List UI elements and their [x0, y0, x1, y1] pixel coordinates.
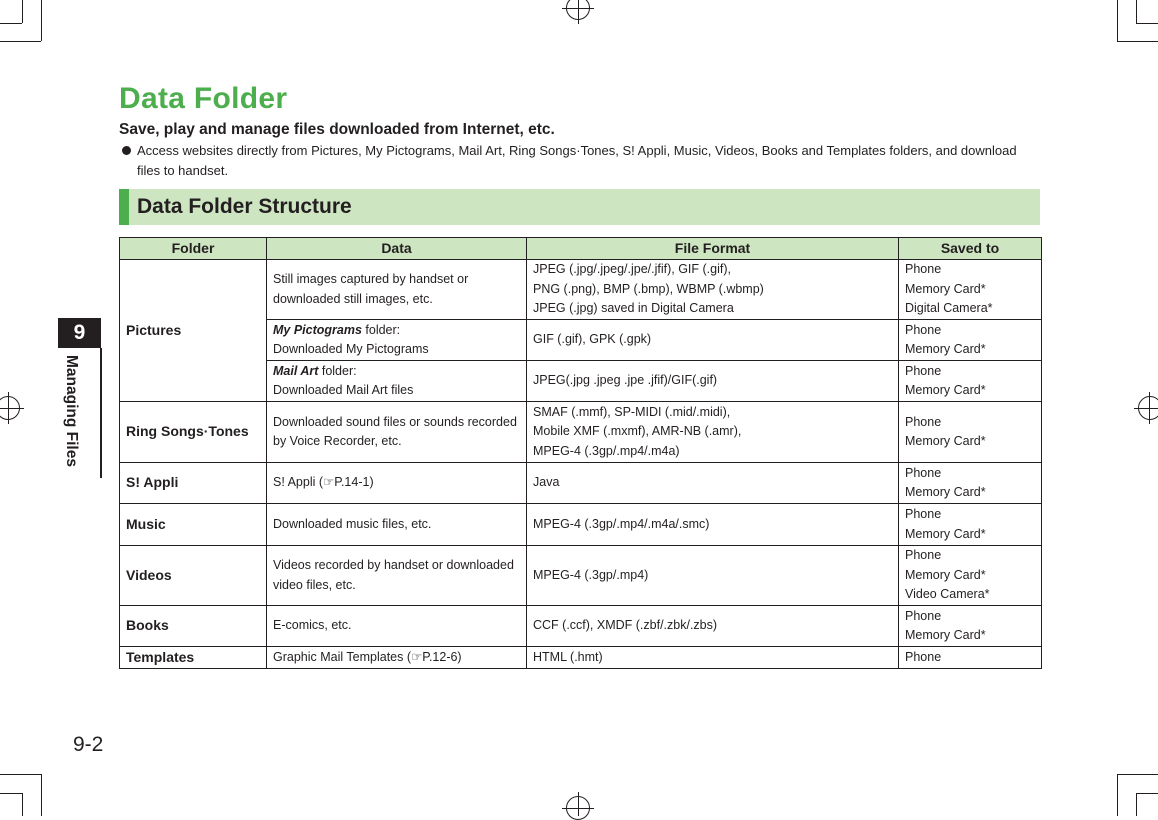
- page-number: 9-2: [73, 733, 104, 756]
- format-cell: [527, 402, 899, 463]
- saved-line: Memory Card*: [905, 342, 986, 356]
- saved-line: Memory Card*: [905, 567, 986, 582]
- table-row: [120, 504, 1042, 546]
- format-line: PNG (.png), BMP (.bmp), WBMP (.wbmp): [533, 281, 764, 296]
- page-subtitle: Save, play and manage files downloaded from Internet, etc.: [119, 121, 555, 138]
- folder-name-emphasis: Mail Art: [273, 363, 319, 378]
- folder-cell: Ring Songs·Tones: [120, 402, 267, 463]
- data-cell: Videos recorded by handset or downloaded video files, etc.: [267, 546, 527, 606]
- folder-name-emphasis: My Pictograms: [273, 322, 362, 337]
- data-text: Downloaded Mail Art files: [273, 383, 414, 397]
- column-header: File Format: [527, 238, 899, 260]
- column-header: Folder: [120, 238, 267, 260]
- format-cell: JPEG(.jpg .jpeg .jpe .jfif)/GIF(.gif): [527, 361, 899, 402]
- data-text: Downloaded My Pictograms: [273, 342, 429, 356]
- saved-line: Phone: [905, 414, 942, 429]
- section-header: [119, 189, 1040, 225]
- saved-cell: [899, 361, 1042, 402]
- format-line: Mobile XMF (.mxmf), AMR-NB (.amr),: [533, 424, 742, 439]
- saved-line: Phone: [905, 548, 942, 563]
- saved-line: Memory Card*: [905, 628, 986, 642]
- saved-line: Memory Card*: [905, 485, 986, 499]
- saved-cell: [899, 463, 1042, 504]
- table-header-row: [120, 238, 1042, 260]
- intro-text: Access websites directly from Pictures, My Pictograms, Mail Art, Ring Songs·Tones, S! Appli, Music, Videos, Books and Templates folders, and download files to handset.: [137, 143, 1017, 178]
- format-line: JPEG (.jpg) saved in Digital Camera: [533, 301, 734, 316]
- format-cell: GIF (.gif), GPK (.gpk): [527, 320, 899, 361]
- data-folder-table: [119, 237, 1042, 669]
- folder-cell: S! Appli: [120, 463, 267, 504]
- table-row: [120, 647, 1042, 669]
- saved-line: Phone: [905, 608, 942, 623]
- saved-line: Video Camera*: [905, 587, 990, 602]
- saved-cell: [899, 546, 1042, 606]
- table-row: [120, 260, 1042, 320]
- saved-line: Phone: [905, 262, 942, 277]
- format-line: JPEG (.jpg/.jpeg/.jpe/.jfif), GIF (.gif),: [533, 262, 731, 277]
- saved-cell: [899, 320, 1042, 361]
- saved-line: Phone: [905, 465, 942, 480]
- format-cell: HTML (.hmt): [527, 647, 899, 669]
- saved-cell: [899, 402, 1042, 463]
- format-line: MPEG-4 (.3gp/.mp4/.m4a): [533, 443, 680, 458]
- table-row: [120, 402, 1042, 463]
- data-cell: [267, 320, 527, 361]
- saved-cell: [899, 606, 1042, 647]
- saved-cell: [899, 260, 1042, 320]
- saved-line: Phone: [905, 322, 942, 337]
- chapter-divider: [100, 348, 102, 478]
- column-header: Saved to: [899, 238, 1042, 260]
- folder-cell: Books: [120, 606, 267, 647]
- saved-line: Phone: [905, 507, 942, 521]
- table-row: [120, 546, 1042, 606]
- format-cell: CCF (.ccf), XMDF (.zbf/.zbk/.zbs): [527, 606, 899, 647]
- saved-line: Memory Card*: [905, 434, 986, 448]
- data-cell: Still images captured by handset or downloaded still images, etc.: [267, 260, 527, 320]
- chapter-number-tab: 9: [58, 318, 101, 348]
- intro-bullet: [119, 141, 1029, 180]
- section-title: Data Folder Structure: [137, 195, 352, 218]
- format-cell: [527, 260, 899, 320]
- folder-cell: Videos: [120, 546, 267, 606]
- data-text: folder:: [318, 363, 357, 378]
- folder-cell: Pictures: [120, 260, 267, 402]
- data-cell: [267, 361, 527, 402]
- data-text: folder:: [361, 322, 401, 337]
- table-row: [120, 463, 1042, 504]
- saved-line: Digital Camera*: [905, 301, 993, 316]
- saved-line: Phone: [905, 363, 942, 378]
- saved-line: Memory Card*: [905, 383, 986, 397]
- chapter-label: [60, 355, 100, 480]
- data-cell: Downloaded sound files or sounds recorded by Voice Recorder, etc.: [267, 402, 527, 463]
- format-cell: Java: [527, 463, 899, 504]
- format-cell: MPEG-4 (.3gp/.mp4): [527, 546, 899, 606]
- saved-line: Memory Card*: [905, 281, 986, 296]
- saved-line: Memory Card*: [905, 526, 986, 541]
- data-cell: E-comics, etc.: [267, 606, 527, 647]
- table-row: [120, 606, 1042, 647]
- folder-cell: Music: [120, 504, 267, 546]
- data-cell: Downloaded music files, etc.: [267, 504, 527, 546]
- format-cell: MPEG-4 (.3gp/.mp4/.m4a/.smc): [527, 504, 899, 546]
- chapter-label-text: Managing Files: [63, 355, 80, 467]
- saved-cell: Phone: [899, 647, 1042, 669]
- section-accent-bar: [119, 189, 129, 225]
- data-cell: Graphic Mail Templates (☞P.12-6): [267, 647, 527, 669]
- folder-cell: Templates: [120, 647, 267, 669]
- format-line: SMAF (.mmf), SP-MIDI (.mid/.midi),: [533, 404, 731, 419]
- bullet-icon: [122, 146, 131, 155]
- data-cell: S! Appli (☞P.14-1): [267, 463, 527, 504]
- column-header: Data: [267, 238, 527, 260]
- saved-cell: [899, 504, 1042, 546]
- page-title: Data Folder: [119, 82, 288, 115]
